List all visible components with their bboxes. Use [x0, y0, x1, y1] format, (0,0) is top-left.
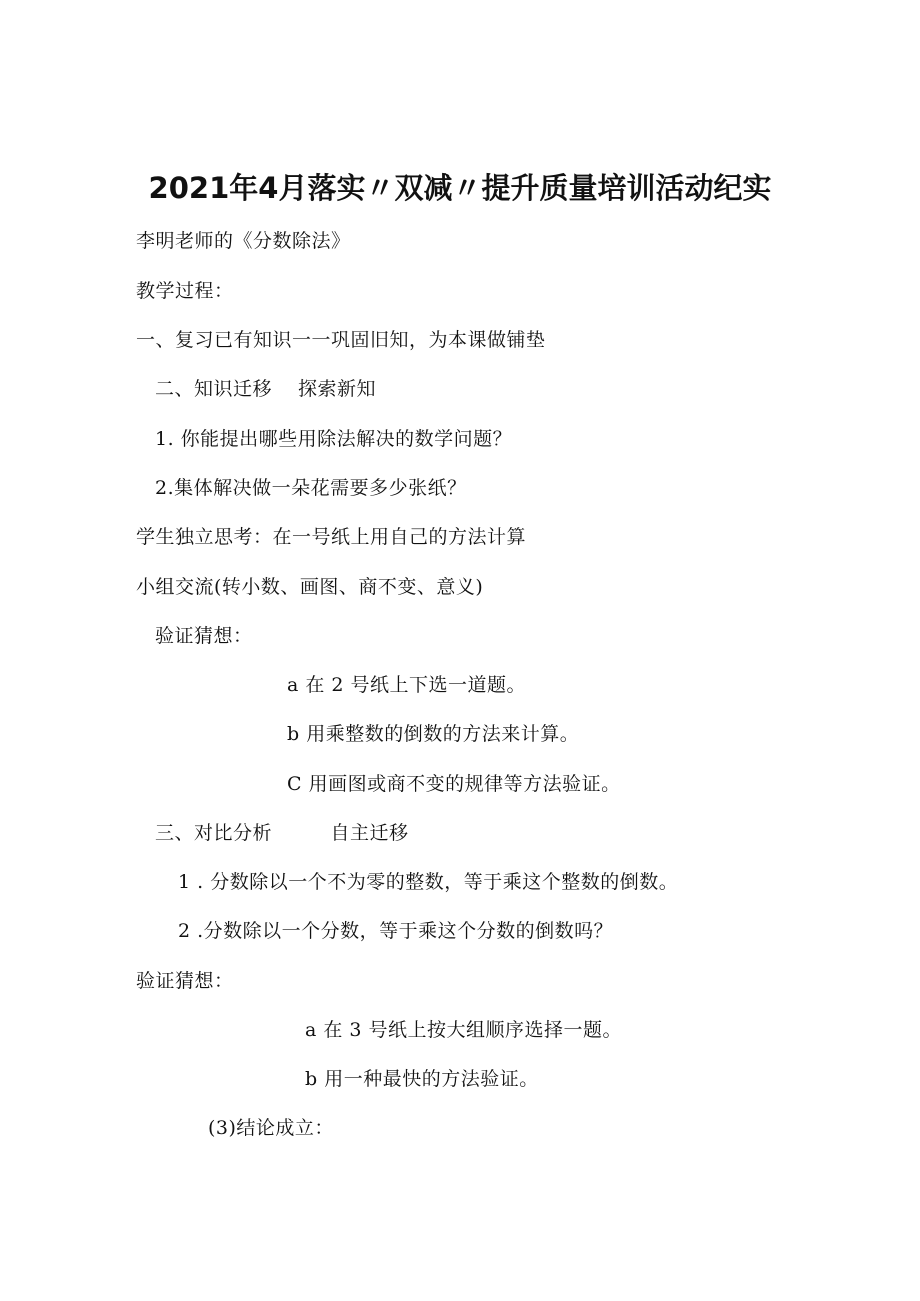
question-one: 1. 你能提出哪些用除法解决的数学问题？ — [155, 428, 513, 450]
verify-guess-2: 验证猜想： — [136, 970, 234, 992]
verify-item-a-1: a 在 2 号纸上下选一道题。 — [287, 674, 527, 696]
document-title: 2021年4月落实〃双减〃提升质量培训活动纪实 — [148, 171, 772, 205]
verify-item-b-2: b 用一种最快的方法验证。 — [305, 1068, 539, 1090]
conclusion: (3)结论成立： — [208, 1117, 334, 1139]
verify-item-c-1: C 用画图或商不变的规律等方法验证。 — [287, 773, 621, 795]
teaching-process-label: 教学过程： — [136, 280, 234, 302]
verify-guess-1: 验证猜想： — [155, 625, 253, 647]
group-discussion: 小组交流(转小数、画图、商不变、意义) — [136, 576, 484, 598]
verify-item-a-2: a 在 3 号纸上按大组顺序选择一题。 — [305, 1019, 623, 1041]
question-two: 2.集体解决做一朵花需要多少张纸？ — [155, 477, 467, 499]
verify-item-b-1: b 用乘整数的倒数的方法来计算。 — [287, 723, 580, 745]
rule-two: 2 .分数除以一个分数，等于乘这个分数的倒数吗？ — [178, 920, 614, 942]
independent-thinking: 学生独立思考：在一号纸上用自己的方法计算 — [136, 526, 527, 548]
section-three: 三、对比分析 自主迁移 — [155, 822, 409, 844]
lesson-heading: 李明老师的《分数除法》 — [136, 230, 351, 252]
section-one: 一、复习已有知识一一巩固旧知，为本课做铺垫 — [136, 329, 546, 351]
section-two: 二、知识迁移 探索新知 — [155, 378, 377, 400]
rule-one: 1 . 分数除以一个不为零的整数，等于乘这个整数的倒数。 — [178, 871, 679, 893]
